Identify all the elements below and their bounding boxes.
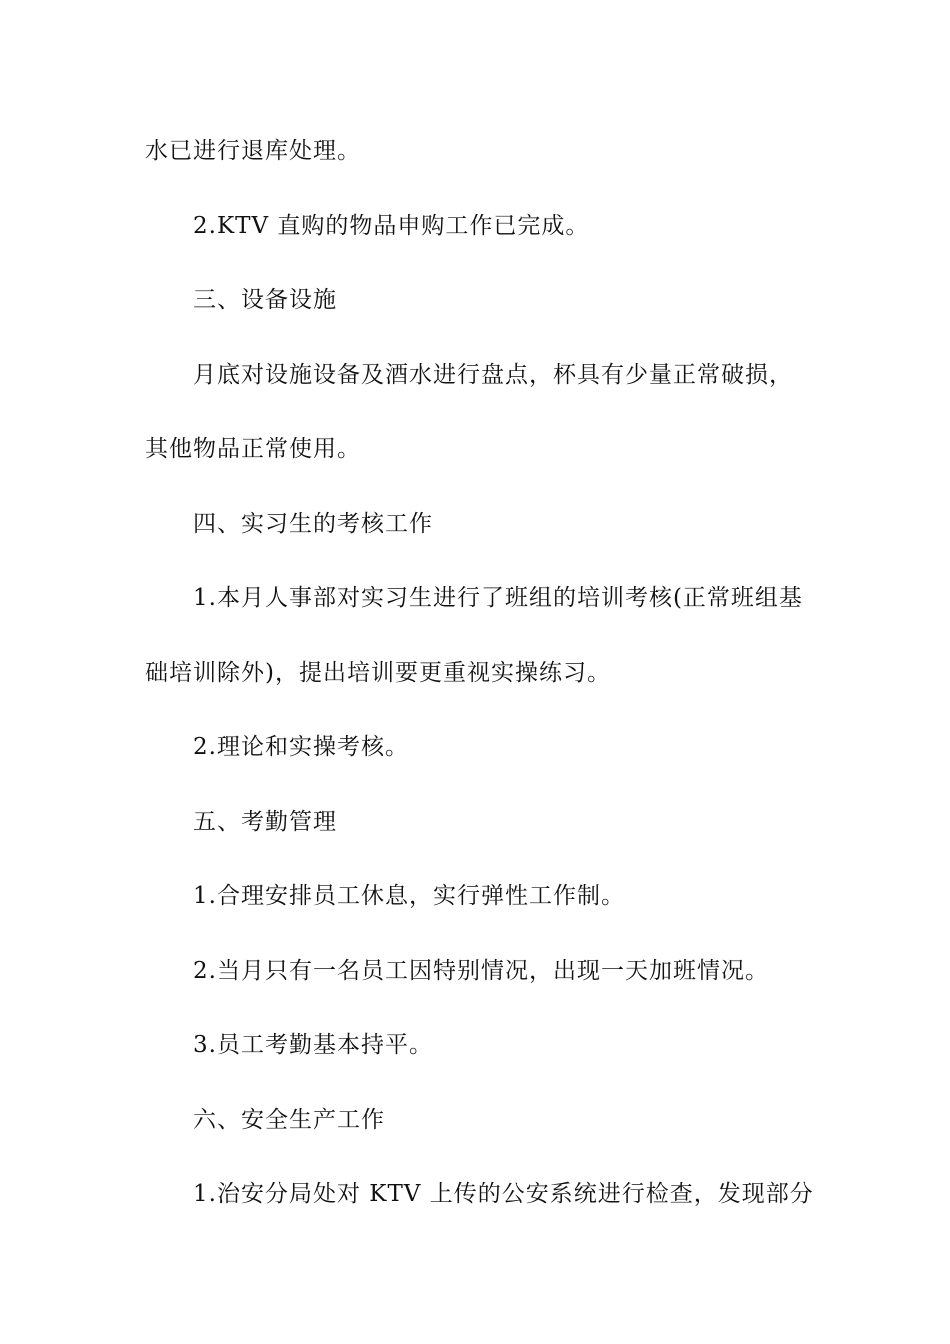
- text-line-continuation: 础培训除外)，提出培训要更重视实操练习。: [145, 660, 611, 686]
- text-line-item: 1.本月人事部对实习生进行了班组的培训考核(正常班组基: [193, 585, 803, 611]
- text-line-continuation: 其他物品正常使用。: [145, 436, 361, 462]
- section-heading-intern-assessment: 四、实习生的考核工作: [193, 511, 433, 537]
- text-line-item: 1.合理安排员工休息，实行弹性工作制。: [193, 883, 625, 909]
- text-line-paragraph: 月底对设施设备及酒水进行盘点，杯具有少量正常破损，: [193, 362, 793, 388]
- text-line-continuation: 水已进行退库处理。: [145, 138, 361, 164]
- text-line-item: 2.KTV 直购的物品申购工作已完成。: [193, 213, 590, 239]
- section-heading-attendance: 五、考勤管理: [193, 809, 337, 835]
- text-line-item: 2.理论和实操考核。: [193, 734, 409, 760]
- text-line-item: 1.治安分局处对 KTV 上传的公安系统进行检查，发现部分: [193, 1181, 814, 1207]
- text-line-item: 3.员工考勤基本持平。: [193, 1032, 433, 1058]
- text-line-item: 2.当月只有一名员工因特别情况，出现一天加班情况。: [193, 958, 769, 984]
- section-heading-safety: 六、安全生产工作: [193, 1107, 385, 1133]
- section-heading-equipment: 三、设备设施: [193, 287, 337, 313]
